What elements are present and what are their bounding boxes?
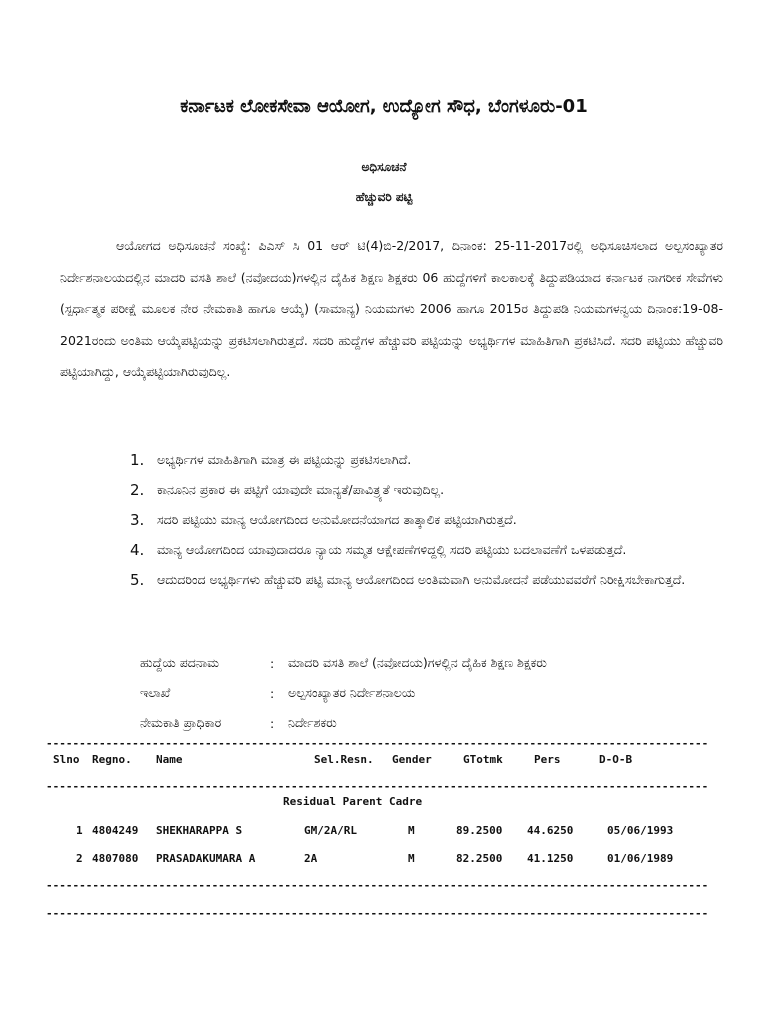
conditions-list bbox=[130, 446, 725, 596]
post-name-row bbox=[140, 648, 547, 678]
department-label: ಇಲಾಖೆ bbox=[140, 685, 171, 700]
notification-heading: ಅಧಿಸೂಚನೆ bbox=[361, 160, 407, 174]
col-header-pers: Pers bbox=[534, 753, 561, 766]
cell-regno: 4804249 bbox=[92, 824, 139, 837]
authority-label: ನೇಮಕಾತಿ ಪ್ರಾಧಿಕಾರ bbox=[140, 715, 222, 730]
col-header-selresn: Sel.Resn. bbox=[314, 753, 374, 766]
list-item-number: 2. bbox=[130, 481, 145, 499]
cell-gender: M bbox=[408, 824, 415, 837]
col-header-slno: Slno bbox=[53, 753, 80, 766]
list-item-number: 1. bbox=[130, 451, 145, 469]
cell-name: PRASADAKUMARA A bbox=[156, 852, 256, 865]
post-name-value: ಮಾದರಿ ವಸತಿ ಶಾಲೆ (ನವೋದಯ)ಗಳಲ್ಲಿನ ದೈಹಿಕ ಶಿಕ್ಷಣ ಶಿಕ್ಷಕರು bbox=[288, 655, 547, 670]
col-header-name: Name bbox=[156, 753, 183, 766]
colon: : bbox=[270, 715, 275, 731]
col-header-gender: Gender bbox=[392, 753, 432, 766]
table-row bbox=[46, 852, 726, 868]
notification-paragraph bbox=[60, 230, 723, 388]
list-item-text: ಅಭ್ಯರ್ಥಿಗಳ ಮಾಹಿತಿಗಾಗಿ ಮಾತ್ರ ಈ ಪಟ್ಟಿಯನ್ನು ಪ್ರಕಟಿಸಲಾಗಿದೆ. bbox=[157, 452, 412, 467]
table-separator: ---------------------------------------------------------------------------------------------------- bbox=[46, 907, 709, 920]
post-name-label: ಹುದ್ದೆಯ ಪದನಾಮ bbox=[140, 655, 220, 670]
list-item-text: ಆದುದರಿಂದ ಅಭ್ಯರ್ಥಿಗಳು ಹೆಚ್ಚುವರಿ ಪಟ್ಟಿ ಮಾನ್ಯ ಆಯೋಗದಿಂದ ಅಂತಿಮವಾಗಿ ಅನುಮೋದನೆ ಪಡೆಯುವವರೆಗೆ ನಿರೀಕ್ಷಿಸಬೇಕಾಗುತ್ತದೆ. bbox=[157, 572, 686, 587]
list-item-number: 5. bbox=[130, 571, 145, 589]
cell-dob: 05/06/1993 bbox=[607, 824, 674, 837]
table-header bbox=[46, 753, 726, 769]
cell-regno: 4807080 bbox=[92, 852, 139, 865]
cell-pers: 41.1250 bbox=[527, 852, 574, 865]
cell-slno: 1 bbox=[76, 824, 83, 837]
list-item bbox=[130, 536, 725, 564]
col-header-gtotmk: GTotmk bbox=[463, 753, 503, 766]
col-header-regno: Regno. bbox=[92, 753, 132, 766]
cell-gtotmk: 89.2500 bbox=[456, 824, 503, 837]
cell-gtotmk: 82.2500 bbox=[456, 852, 503, 865]
list-item bbox=[130, 566, 725, 594]
list-item bbox=[130, 506, 725, 534]
colon: : bbox=[270, 685, 275, 701]
paragraph-text: ಆಯೋಗದ ಅಧಿಸೂಚನೆ ಸಂಖ್ಯೆ: ಪಿಎಸ್ ಸಿ 01 ಆರ್ ಟಿ(4)ಬಿ-2/2017, ದಿನಾಂಕ: 25-11-2017ರಲ್ಲಿ ಅಧಿಸೂಚಿಸಲಾದ ಅಲ್ಪಸಂಖ್ಯಾತರ ನಿರ್ದೇಶನಾಲಯದಲ್ಲಿನ ಮಾದರಿ ವಸತಿ ಶಾಲೆ (ನವೋದಯ)ಗಳಲ್ಲಿನ ದೈಹಿಕ ಶಿಕ್ಷಣ ಶಿಕ್ಷಕರು 06 ಹುದ್ದೆಗಳಿಗೆ ಕಾಲಕಾಲಕ್ಕೆ ತಿದ್ದುಪಡಿಯಾದ ಕರ್ನಾಟಕ ನಾಗರೀಕ ಸೇವೆಗಳು (ಸ್ಪರ್ಧಾತ್ಮಕ ಪರೀಕ್ಷೆ ಮೂಲಕ ನೇರ ನೇಮಕಾತಿ ಹಾಗೂ ಆಯ್ಕೆ) (ಸಾಮಾನ್ಯ) ನಿಯಮಗಳು 2006 ಹಾಗೂ 2015ರ ತಿದ್ದುಪಡಿ ನಿಯಮಗಳನ್ವಯ ದಿನಾಂಕ:19-08-2021ರಂದು ಅಂತಿಮ ಆಯ್ಕೆಪಟ್ಟಿಯನ್ನು ಪ್ರಕಟಿಸಲಾಗಿರುತ್ತದೆ. ಸದರಿ ಹುದ್ದೆಗಳ ಹೆಚ್ಚುವರಿ ಪಟ್ಟಿಯನ್ನು ಅಭ್ಯರ್ಥಿಗಳ ಮಾಹಿತಿಗಾಗಿ ಪ್ರಕಟಿಸಿದೆ. ಸದರಿ ಪಟ್ಟಿಯು ಹೆಚ್ಚುವರಿ ಪಟ್ಟಿಯಾಗಿದ್ದು, ಆಯ್ಕೆಪಟ್ಟಿಯಾಗಿರುವುದಿಲ್ಲ. bbox=[60, 238, 723, 380]
list-item bbox=[130, 446, 725, 474]
col-header-dob: D-O-B bbox=[599, 753, 633, 766]
list-item-number: 4. bbox=[130, 541, 145, 559]
cell-selresn: GM/2A/RL bbox=[304, 824, 357, 837]
list-item-text: ಕಾನೂನಿನ ಪ್ರಕಾರ ಈ ಪಟ್ಟಿಗೆ ಯಾವುದೇ ಮಾನ್ಯತೆ/ಪಾವಿತ್ರ್ಯತೆ ಇರುವುದಿಲ್ಲ. bbox=[157, 482, 445, 497]
section-label: Residual Parent Cadre bbox=[283, 795, 423, 808]
cell-dob: 01/06/1989 bbox=[607, 852, 674, 865]
authority-value: ನಿರ್ದೇಶಕರು bbox=[288, 715, 337, 730]
colon: : bbox=[270, 655, 275, 671]
cell-pers: 44.6250 bbox=[527, 824, 574, 837]
cell-gender: M bbox=[408, 852, 415, 865]
cell-selresn: 2A bbox=[304, 852, 318, 865]
post-details bbox=[140, 648, 547, 738]
table-separator: ---------------------------------------------------------------------------------------------------- bbox=[46, 780, 709, 793]
department-row bbox=[140, 678, 547, 708]
list-item-text: ಮಾನ್ಯ ಆಯೋಗದಿಂದ ಯಾವುದಾದರೂ ನ್ಯಾಯ ಸಮ್ಮತ ಆಕ್ಷೇಪಣೆಗಳಿದ್ದಲ್ಲಿ ಸದರಿ ಪಟ್ಟಿಯು ಬದಲಾವಣೆಗೆ ಒಳಪಡುತ್ತದೆ. bbox=[157, 542, 627, 557]
list-item bbox=[130, 476, 725, 504]
table-separator: ---------------------------------------------------------------------------------------------------- bbox=[46, 737, 709, 750]
list-item-text: ಸದರಿ ಪಟ್ಟಿಯು ಮಾನ್ಯ ಆಯೋಗದಿಂದ ಅನುಮೋದನೆಯಾಗದ ತಾತ್ಕಾಲಿಕ ಪಟ್ಟಿಯಾಗಿರುತ್ತದೆ. bbox=[157, 512, 517, 527]
document-title: ಕರ್ನಾಟಕ ಲೋಕಸೇವಾ ಆಯೋಗ, ಉದ್ಯೋಗ ಸೌಧ, ಬೆಂಗಳೂರು-01 bbox=[180, 96, 588, 117]
cell-slno: 2 bbox=[76, 852, 83, 865]
cell-name: SHEKHARAPPA S bbox=[156, 824, 243, 837]
table-row bbox=[46, 824, 726, 840]
additional-list-heading: ಹೆಚ್ಚುವರಿ ಪಟ್ಟಿ bbox=[355, 190, 413, 204]
authority-row bbox=[140, 708, 547, 738]
department-value: ಅಲ್ಪಸಂಖ್ಯಾತರ ನಿರ್ದೇಶನಾಲಯ bbox=[288, 685, 416, 700]
list-item-number: 3. bbox=[130, 511, 145, 529]
table-separator: ---------------------------------------------------------------------------------------------------- bbox=[46, 879, 709, 892]
